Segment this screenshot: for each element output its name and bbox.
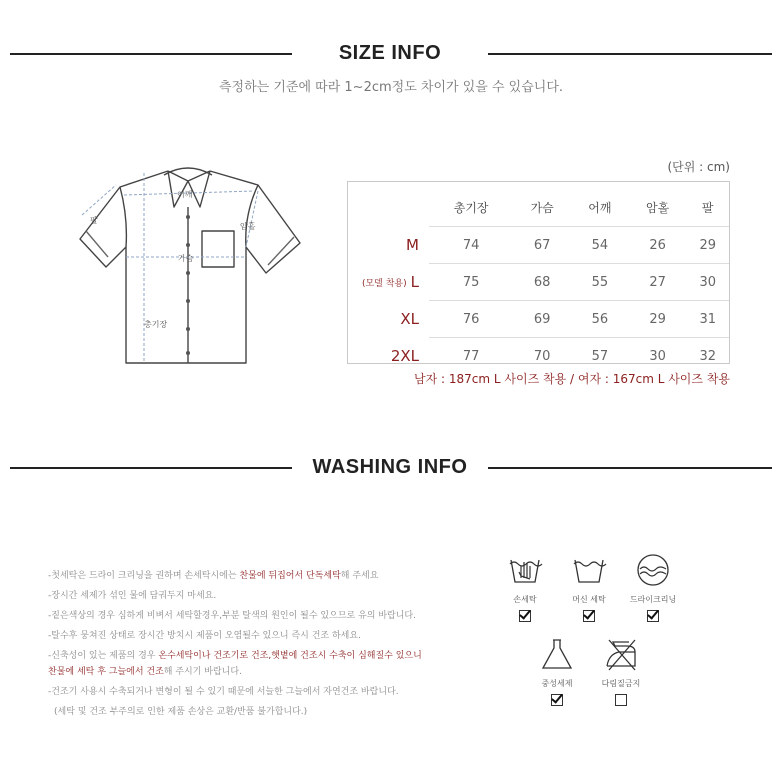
size-info-subtitle: 측정하는 기준에 따라 1~2cm정도 차이가 있을 수 있습니다.	[218, 80, 564, 95]
col-header: 어깨	[588, 200, 612, 215]
care-label: 중성세제	[541, 679, 573, 688]
divider-left	[10, 467, 292, 469]
unit-label: (단위 : cm)	[667, 160, 730, 174]
label-length: 총기장	[144, 320, 168, 329]
washing-info-title: WASHING INFO	[312, 456, 468, 478]
washing-instructions	[48, 570, 478, 726]
checkbox-checked	[519, 610, 531, 622]
size-label: L	[410, 273, 419, 291]
care-no-iron	[590, 636, 652, 706]
table-cell: 69	[513, 301, 571, 338]
list-item: -장시간 세제가 섞인 물에 담궈두지 마세요.	[48, 591, 217, 601]
model-height-note: 남자 : 187cm L 사이즈 착용 / 여자 : 167cm L 사이즈 착용	[414, 372, 730, 386]
table-cell: 32	[686, 338, 729, 375]
shirt-diagram	[60, 155, 320, 375]
table-row	[348, 301, 729, 338]
care-machine-wash	[558, 552, 620, 622]
model-wear-note: (모델 착용)	[361, 279, 407, 289]
table-cell: 55	[571, 264, 629, 301]
col-header: 암홀	[646, 200, 670, 215]
size-label: XL	[400, 310, 419, 328]
size-label: M	[406, 236, 419, 254]
label-sleeve: 팔	[90, 216, 98, 225]
table-cell: 54	[571, 227, 629, 264]
list-item: -탈수후 뭉쳐진 상태로 장시간 방치시 제품이 오염될수 있으니 즉시 건조 하세요.	[48, 631, 361, 641]
table-cell: 30	[686, 264, 729, 301]
list-item: 찬물에 세탁 후 그늘에서 건조해 주시기 바랍니다.	[48, 667, 242, 677]
checkbox-checked	[583, 610, 595, 622]
table-cell: 31	[686, 301, 729, 338]
table-cell: 75	[429, 264, 513, 301]
table-cell: 76	[429, 301, 513, 338]
care-dry-clean	[622, 552, 684, 622]
table-cell: 70	[513, 338, 571, 375]
table-cell: 67	[513, 227, 571, 264]
care-label: 머신 세탁	[572, 595, 606, 604]
table-cell: 26	[629, 227, 687, 264]
label-shoulder: 어깨	[177, 190, 193, 199]
care-label: 손세탁	[513, 595, 537, 604]
table-row	[348, 264, 729, 301]
divider-right	[488, 53, 772, 55]
no-iron-icon	[601, 636, 641, 672]
table-cell: 27	[629, 264, 687, 301]
table-cell: 77	[429, 338, 513, 375]
care-hand-wash	[494, 552, 556, 622]
table-cell: 29	[629, 301, 687, 338]
checkbox-unchecked	[615, 694, 627, 706]
table-cell: 68	[513, 264, 571, 301]
label-armhole: 암홀	[240, 222, 256, 231]
care-label: 드라이크리닝	[629, 595, 677, 604]
size-table	[347, 181, 730, 364]
machine-wash-icon	[569, 552, 609, 588]
col-header: 가슴	[530, 200, 554, 215]
divider-right	[488, 467, 772, 469]
size-info-title: SIZE INFO	[338, 42, 442, 64]
list-item: -짙은색상의 경우 심하게 비벼서 세탁할경우,부분 탈색의 원인이 될수 있으므로 유의 바랍니다.	[48, 611, 416, 621]
table-cell: 56	[571, 301, 629, 338]
table-cell: 57	[571, 338, 629, 375]
checkbox-checked	[647, 610, 659, 622]
table-header	[348, 188, 729, 227]
label-chest: 가슴	[178, 254, 194, 263]
list-item: -건조기 사용시 수축되거나 변형이 될 수 있기 때문에 서늘한 그늘에서 자연건조 바랍니다.	[48, 687, 399, 697]
dry-clean-icon	[633, 552, 673, 588]
table-row	[348, 227, 729, 264]
col-header: 총기장	[453, 200, 489, 215]
table-cell: 29	[686, 227, 729, 264]
size-label: 2XL	[390, 346, 419, 365]
list-item: -첫세탁은 드라이 크리닝을 권하며 손세탁시에는 찬물에 뒤집어서 단독세탁해 주세요	[48, 571, 379, 581]
list-item: (세탁 및 건조 부주의로 인한 제품 손상은 교환/반품 불가합니다.)	[54, 707, 308, 717]
table-row	[348, 338, 729, 375]
list-item: -신축성이 있는 제품의 경우 온수세탁이나 건조기로 건조,햇볕에 건조시 수축이 심해질수 있으니	[48, 651, 422, 661]
divider-left	[10, 53, 292, 55]
hand-wash-icon	[505, 552, 545, 588]
care-label: 다림질금지	[601, 679, 641, 688]
checkbox-checked	[551, 694, 563, 706]
neutral-detergent-icon	[537, 636, 577, 672]
table-cell: 30	[629, 338, 687, 375]
table-cell: 74	[429, 227, 513, 264]
care-neutral-detergent	[526, 636, 588, 706]
col-header: 팔	[701, 200, 714, 215]
